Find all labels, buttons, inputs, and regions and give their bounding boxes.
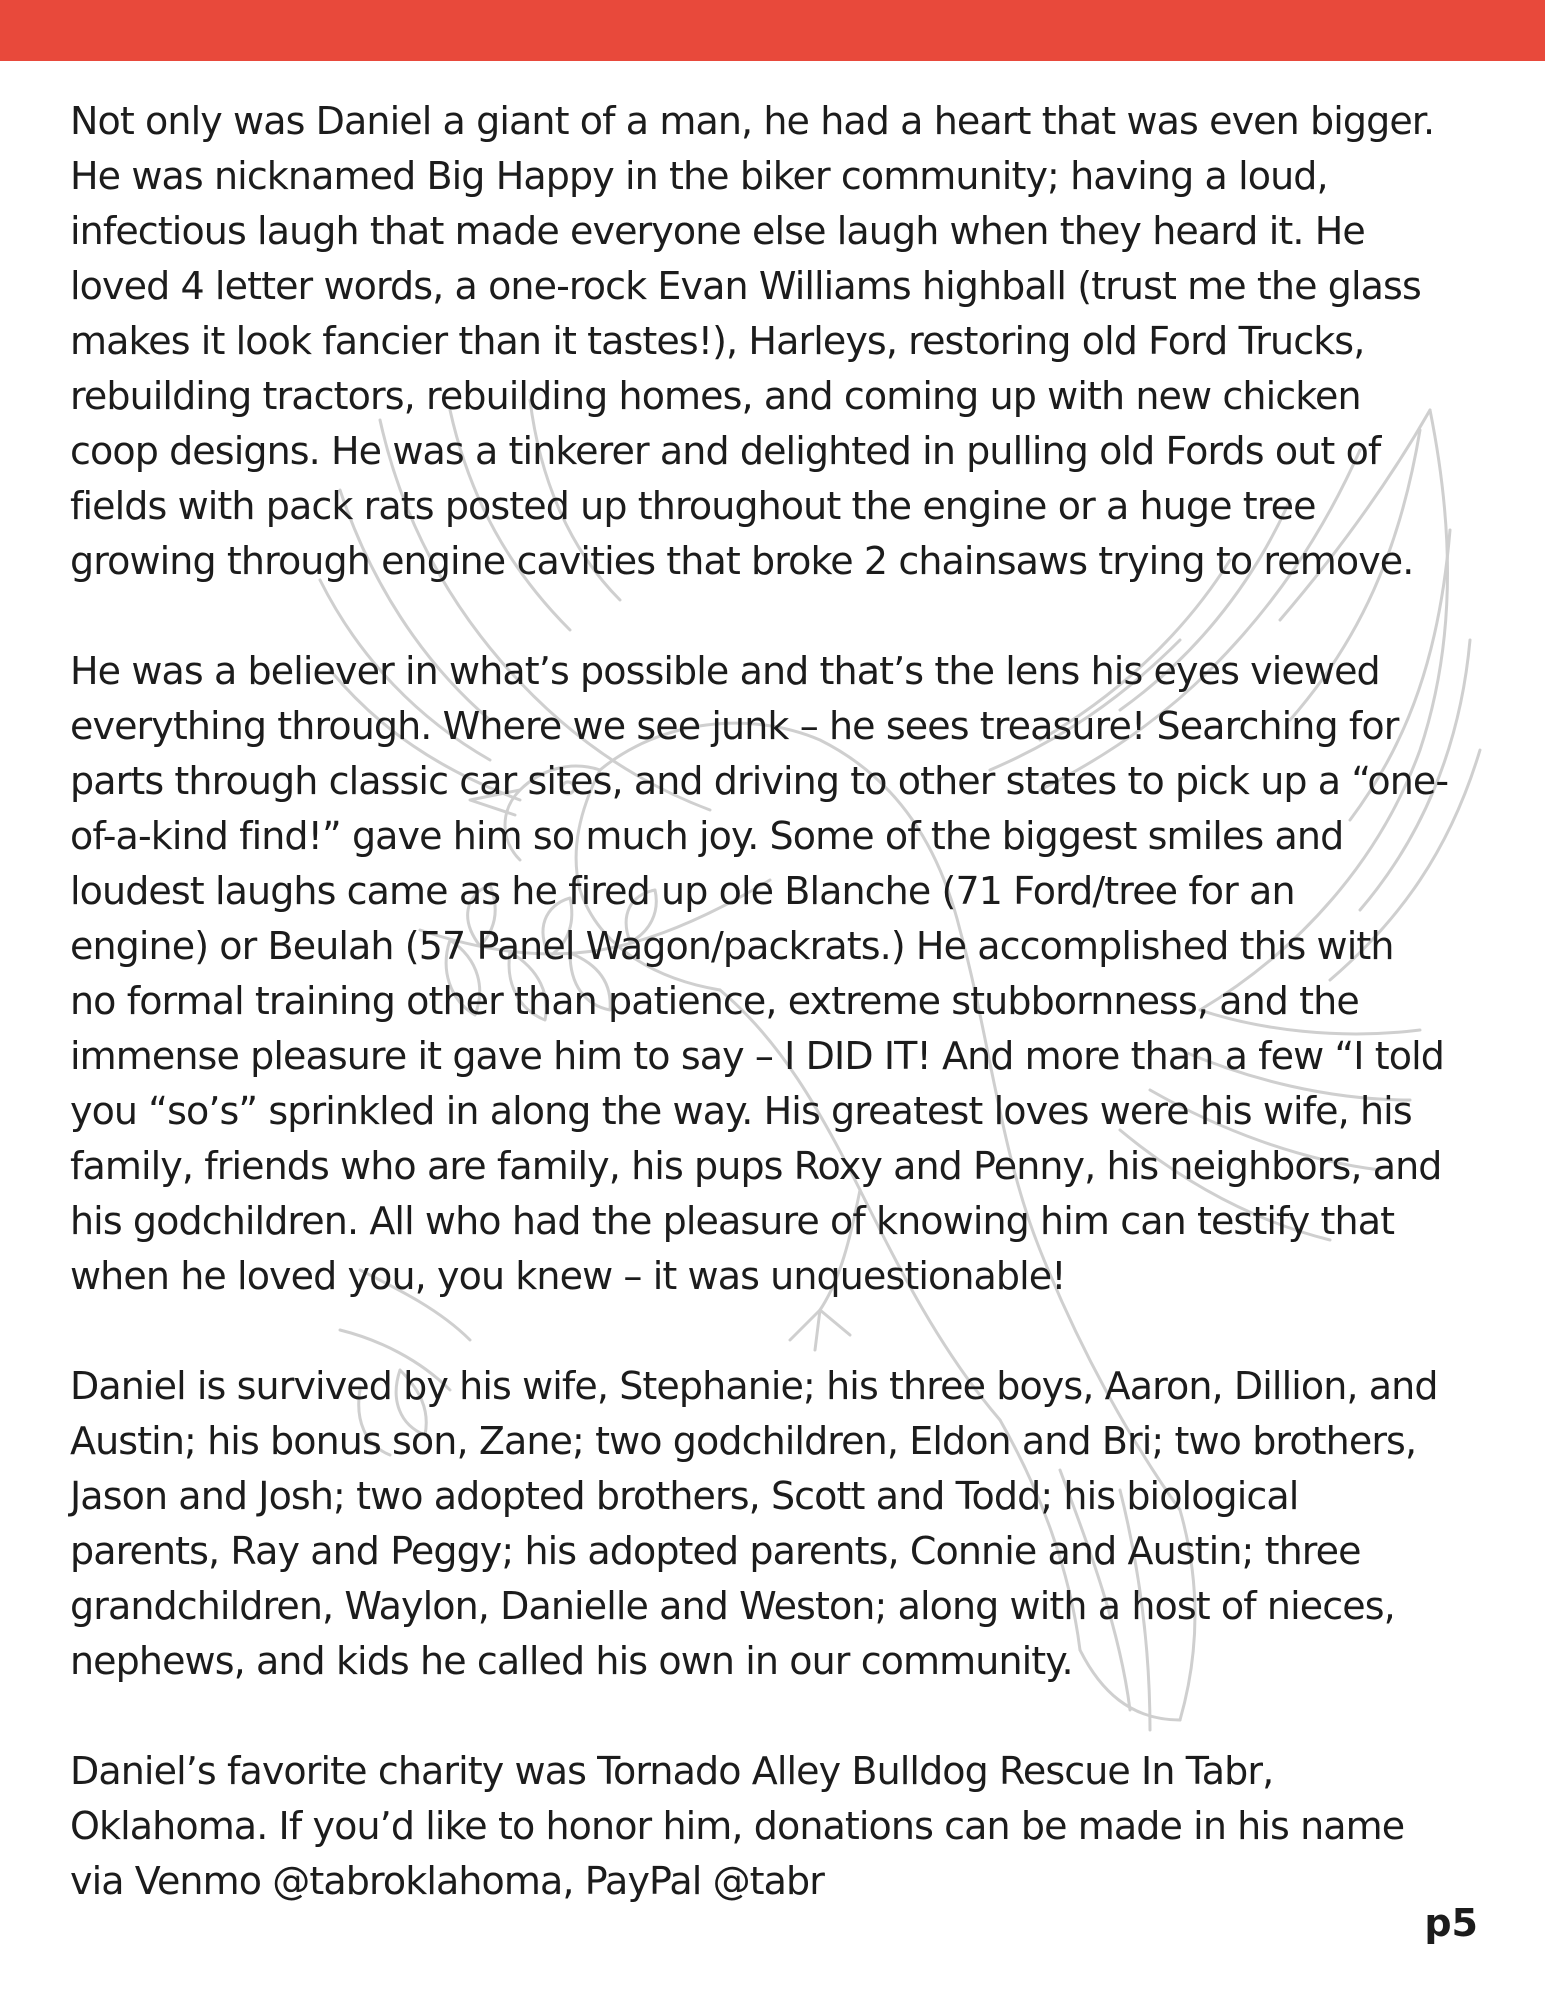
text-line: He was a believer in what’s possible and that’s the lens his eyes viewed	[70, 649, 1380, 693]
text-line: He was nicknamed Big Happy in the biker community; having a loud,	[70, 154, 1328, 198]
text-line: via Venmo @tabroklahoma, PayPal @tabr	[70, 1859, 824, 1903]
text-line: parts through classic car sites, and driving to other states to pick up a “one-	[70, 759, 1449, 803]
text-line: nephews, and kids he called his own in our community.	[70, 1639, 1073, 1683]
text-line: makes it look fancier than it tastes!), Harleys, restoring old Ford Trucks,	[70, 319, 1365, 363]
text-line: loved 4 letter words, a one-rock Evan Williams highball (trust me the glass	[70, 264, 1421, 308]
top-accent-bar	[0, 0, 1545, 61]
text-line: infectious laugh that made everyone else laugh when they heard it. He	[70, 209, 1365, 253]
text-line: everything through. Where we see junk – he sees treasure! Searching for	[70, 704, 1399, 748]
paragraph-survivors	[70, 1359, 1490, 1689]
text-line: you “so’s” sprinkled in along the way. His greatest loves were his wife, his	[70, 1089, 1412, 1133]
text-line: his godchildren. All who had the pleasure of knowing him can testify that	[70, 1199, 1395, 1243]
document-body	[70, 94, 1490, 1964]
text-line: Not only was Daniel a giant of a man, he had a heart that was even bigger.	[70, 99, 1435, 143]
text-line: loudest laughs came as he fired up ole Blanche (71 Ford/tree for an	[70, 869, 1295, 913]
text-line: Austin; his bonus son, Zane; two godchildren, Eldon and Bri; two brothers,	[70, 1419, 1417, 1463]
text-line: no formal training other than patience, extreme stubbornness, and the	[70, 979, 1359, 1023]
page-number: p5	[1424, 1901, 1478, 1945]
text-line: rebuilding tractors, rebuilding homes, and coming up with new chicken	[70, 374, 1361, 418]
text-line: coop designs. He was a tinkerer and delighted in pulling old Fords out of	[70, 429, 1381, 473]
text-line: growing through engine cavities that broke 2 chainsaws trying to remove.	[70, 539, 1414, 583]
paragraph-interests	[70, 94, 1490, 589]
text-line: Oklahoma. If you’d like to honor him, donations can be made in his name	[70, 1804, 1405, 1848]
text-line: fields with pack rats posted up throughout the engine or a huge tree	[70, 484, 1316, 528]
text-line: family, friends who are family, his pups Roxy and Penny, his neighbors, and	[70, 1144, 1442, 1188]
text-line: when he loved you, you knew – it was unquestionable!	[70, 1254, 1066, 1298]
paragraph-charity	[70, 1744, 1490, 1909]
text-line: Jason and Josh; two adopted brothers, Scott and Todd; his biological	[70, 1474, 1299, 1518]
text-line: engine) or Beulah (57 Panel Wagon/packrats.) He accomplished this with	[70, 924, 1394, 968]
text-line: of-a-kind find!” gave him so much joy. Some of the biggest smiles and	[70, 814, 1344, 858]
text-line: Daniel is survived by his wife, Stephanie; his three boys, Aaron, Dillion, and	[70, 1364, 1438, 1408]
paragraph-beliefs	[70, 644, 1490, 1304]
text-line: grandchildren, Waylon, Danielle and Weston; along with a host of nieces,	[70, 1584, 1395, 1628]
text-line: immense pleasure it gave him to say – I DID IT! And more than a few “I told	[70, 1034, 1444, 1078]
text-line: Daniel’s favorite charity was Tornado Alley Bulldog Rescue In Tabr,	[70, 1749, 1274, 1793]
text-line: parents, Ray and Peggy; his adopted parents, Connie and Austin; three	[70, 1529, 1361, 1573]
